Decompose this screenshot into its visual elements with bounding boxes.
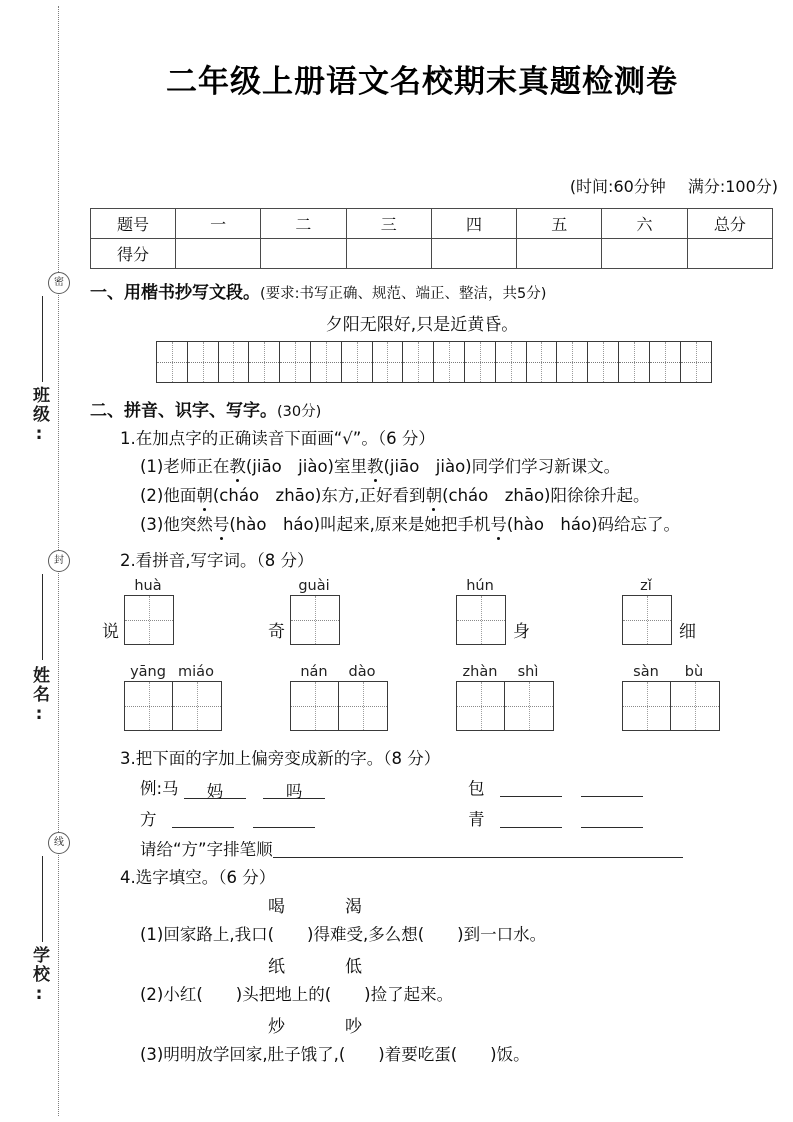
exam-total-score: 满分:100分) — [687, 177, 778, 196]
handwriting-cell[interactable] — [188, 342, 219, 382]
q4-item2-no: (2) — [140, 985, 164, 1004]
tianzi-cell[interactable] — [339, 682, 387, 730]
score-col-2: 二 — [261, 209, 346, 239]
tianzi-wrapper — [124, 681, 222, 731]
question-2-4-item-3 — [140, 1041, 530, 1065]
pinyin-write-item — [456, 578, 530, 645]
question-2-3-stroke-order — [140, 836, 683, 860]
word-prefix-char: 奇 — [268, 622, 285, 642]
pinyin-syllable: guài — [298, 578, 330, 594]
handwriting-cell[interactable] — [434, 342, 465, 382]
q4-item3-text: 明明放学回家,肚子饿了,( )着要吃蛋( )饭。 — [163, 1045, 530, 1064]
pinyin-write-item — [268, 578, 340, 645]
pinyin-write-item — [290, 664, 388, 731]
q4-item1-no: (1) — [140, 925, 164, 944]
pinyin-syllable: shì — [517, 664, 539, 680]
question-2-4-label: 4.选字填空。（6 分） — [120, 868, 276, 887]
q1-item2-no: (2) — [140, 486, 164, 505]
q3-char-bao: 包 — [468, 779, 485, 798]
question-2-1-item-3 — [140, 511, 680, 535]
field-class-label: 班级: — [29, 386, 49, 446]
score-value-2[interactable] — [261, 239, 346, 269]
field-name-label: 姓名: — [29, 666, 49, 726]
question-2-1-item-1 — [140, 453, 620, 477]
q1-item2-seg2: (cháo zhāo)东方,正好看到 — [212, 486, 426, 505]
q1-item3-seg2: (hào háo)叫起来,原来是她把手机 — [229, 515, 491, 534]
q4-choice-1a: 喝 — [268, 897, 285, 917]
tianzi-grid[interactable] — [456, 681, 554, 731]
section-1-heading — [90, 278, 546, 303]
q4-item2-text: 小红( )头把地上的( )捡了起来。 — [163, 985, 454, 1004]
pinyin-syllables — [622, 578, 672, 594]
q1-item3-seg1: 他突然 — [163, 515, 213, 534]
handwriting-cell[interactable] — [650, 342, 681, 382]
pinyin-syllable: bù — [684, 664, 704, 680]
q3-blank-bao-2[interactable] — [581, 779, 643, 797]
q1-item2-dotted1: 朝 — [196, 482, 213, 506]
handwriting-cell[interactable] — [219, 342, 250, 382]
score-col-5: 五 — [517, 209, 602, 239]
tianzi-grid[interactable] — [622, 681, 720, 731]
pinyin-write-item — [622, 664, 720, 731]
word-suffix-char: 细 — [679, 622, 696, 642]
pinyin-write-item — [124, 664, 222, 731]
score-col-total: 总分 — [687, 209, 772, 239]
score-table-header-row — [91, 209, 773, 239]
pinyin-syllables — [290, 578, 340, 594]
q3-example-answer-1: 妈 — [184, 778, 246, 799]
seal-mark-xian: 线 — [48, 832, 70, 854]
handwriting-cell[interactable] — [588, 342, 619, 382]
score-col-4: 四 — [431, 209, 516, 239]
handwriting-cell[interactable] — [557, 342, 588, 382]
tianzi-grid[interactable] — [456, 595, 506, 645]
handwriting-cell[interactable] — [342, 342, 373, 382]
score-value-4[interactable] — [431, 239, 516, 269]
tianzi-cell[interactable] — [173, 682, 221, 730]
question-2-3-label: 3.把下面的字加上偏旁变成新的字。（8 分） — [120, 749, 441, 768]
seal-rule-1 — [42, 296, 43, 382]
handwriting-cell[interactable] — [373, 342, 404, 382]
pinyin-syllables — [622, 664, 720, 680]
q4-choice-3a: 炒 — [268, 1017, 285, 1037]
pinyin-syllable: yāng — [130, 664, 166, 680]
handwriting-cell[interactable] — [465, 342, 496, 382]
tianzi-grid[interactable] — [124, 595, 174, 645]
tianzi-wrapper — [290, 681, 388, 731]
page-title: 二年级上册语文名校期末真题检测卷 — [166, 64, 678, 100]
score-col-6: 六 — [602, 209, 687, 239]
score-value-3[interactable] — [346, 239, 431, 269]
seal-rule-2 — [42, 574, 43, 660]
word-suffix-char: 身 — [513, 622, 530, 642]
handwriting-cell[interactable] — [403, 342, 434, 382]
exam-time: (时间:60分钟 — [569, 177, 666, 196]
q3-example-answer-2: 吗 — [263, 778, 325, 799]
handwriting-cell[interactable] — [311, 342, 342, 382]
section-1-requirement: (要求:书写正确、规范、端正、整洁，共5分) — [260, 286, 547, 302]
tianzi-cell[interactable] — [125, 682, 173, 730]
q3-char-qing: 青 — [468, 810, 485, 829]
handwriting-cell[interactable] — [681, 342, 712, 382]
section-2-title: 二、拼音、识字、写字。 — [90, 401, 277, 421]
score-table-value-row — [91, 239, 773, 269]
tianzi-grid[interactable] — [290, 595, 340, 645]
question-2-3-example — [140, 775, 325, 799]
score-table-row-label-2: 得分 — [91, 239, 176, 269]
score-col-1: 一 — [176, 209, 261, 239]
score-value-total[interactable] — [687, 239, 772, 269]
tianzi-cell[interactable] — [505, 682, 553, 730]
q4-choice-2a: 纸 — [268, 957, 285, 977]
question-2-4-item-1 — [140, 921, 546, 945]
seal-mark-mi: 密 — [48, 272, 70, 294]
tianzi-wrapper — [622, 595, 696, 645]
exam-meta — [570, 174, 778, 197]
pinyin-syllables — [124, 578, 174, 594]
tianzi-wrapper — [456, 595, 530, 645]
pinyin-write-item — [622, 578, 696, 645]
pinyin-syllables — [456, 664, 554, 680]
pinyin-write-item — [456, 664, 554, 731]
q3-blank-qing-1[interactable] — [500, 810, 562, 828]
exam-sheet — [72, 0, 793, 1122]
section-2-points: (30分) — [277, 404, 322, 420]
tianzi-grid[interactable] — [124, 681, 222, 731]
question-2-3-row-fang — [140, 806, 315, 830]
handwriting-cell[interactable] — [619, 342, 650, 382]
tianzi-cell[interactable] — [623, 596, 671, 644]
q4-choice-2b: 低 — [345, 957, 362, 977]
seal-margin — [0, 0, 72, 1122]
question-2-3-row-qing — [468, 806, 643, 830]
seal-rule-3 — [42, 856, 43, 942]
tianzi-cell[interactable] — [125, 596, 173, 644]
word-prefix-char: 说 — [102, 622, 119, 642]
score-value-1[interactable] — [176, 239, 261, 269]
q1-item3-dotted1: 号 — [213, 511, 230, 535]
q1-item1-no: (1) — [140, 457, 164, 476]
question-2-2-label: 2.看拼音,写字词。（8 分） — [120, 551, 314, 570]
q4-choice-1b: 渴 — [345, 897, 362, 917]
tianzi-cell[interactable] — [291, 596, 339, 644]
handwriting-cell[interactable] — [496, 342, 527, 382]
tianzi-cell[interactable] — [623, 682, 671, 730]
tianzi-cell[interactable] — [671, 682, 719, 730]
section-1-passage: 夕阳无限好,只是近黄昏。 — [325, 315, 519, 335]
pinyin-syllable: zǐ — [640, 578, 652, 594]
q1-item1-seg1: 老师正在 — [163, 457, 230, 476]
q1-item1-seg3: (jiāo jiào)同学们学习新课文。 — [383, 457, 621, 476]
tianzi-grid[interactable] — [622, 595, 672, 645]
q4-item1-text: 回家路上,我口( )得难受,多么想( )到一口水。 — [163, 925, 547, 944]
handwriting-cell[interactable] — [157, 342, 188, 382]
score-col-3: 三 — [346, 209, 431, 239]
section-1-title: 一、用楷书抄写文段。 — [90, 283, 260, 303]
pinyin-syllable: huà — [134, 578, 162, 594]
tianzi-grid[interactable] — [290, 681, 388, 731]
q1-item2-dotted2: 朝 — [426, 482, 443, 506]
tianzi-cell[interactable] — [457, 596, 505, 644]
score-table — [90, 208, 773, 269]
handwriting-cell[interactable] — [249, 342, 280, 382]
q3-char-fang: 方 — [140, 810, 157, 829]
q1-item3-dotted2: 号 — [490, 511, 507, 535]
q3-blank-qing-2[interactable] — [581, 810, 643, 828]
tianzi-wrapper — [622, 681, 720, 731]
pinyin-syllables — [124, 664, 222, 680]
q1-item1-seg2: (jiāo jiào)室里 — [245, 457, 367, 476]
tianzi-wrapper — [102, 595, 174, 645]
q1-item1-dotted1: 教 — [229, 453, 246, 477]
q4-choices-3 — [268, 1012, 362, 1037]
q4-choices-1 — [268, 892, 362, 917]
score-value-5[interactable] — [517, 239, 602, 269]
pinyin-syllables — [456, 578, 506, 594]
pinyin-syllable: sàn — [633, 664, 659, 680]
q3-stroke-blank[interactable] — [273, 840, 683, 858]
question-2-1-label: 1.在加点字的正确读音下面画“√”。（6 分） — [120, 429, 435, 448]
question-2-3-row-bao — [468, 775, 643, 799]
q3-blank-fang-2[interactable] — [253, 810, 315, 828]
q3-blank-bao-1[interactable] — [500, 779, 562, 797]
q1-item2-seg1: 他面 — [163, 486, 197, 505]
q1-item3-seg3: (hào háo)码给忘了。 — [506, 515, 681, 534]
q4-item3-no: (3) — [140, 1045, 164, 1064]
q3-example-prefix: 例:马 — [140, 779, 179, 798]
field-school-label: 学校: — [29, 946, 49, 1006]
handwriting-grid[interactable] — [156, 341, 712, 383]
q3-stroke-prompt: 请给“方”字排笔顺 — [140, 840, 273, 859]
section-2-heading — [90, 396, 321, 421]
pinyin-syllable: hún — [466, 578, 494, 594]
tianzi-wrapper — [268, 595, 340, 645]
seal-mark-feng: 封 — [48, 550, 70, 572]
tianzi-cell[interactable] — [291, 682, 339, 730]
q4-choice-3b: 吵 — [345, 1017, 362, 1037]
question-2-4-item-2 — [140, 981, 453, 1005]
score-table-row-label-1: 题号 — [91, 209, 176, 239]
q1-item2-seg3: (cháo zhāo)阳徐徐升起。 — [442, 486, 650, 505]
pinyin-syllable: nán — [300, 664, 328, 680]
pinyin-write-item — [102, 578, 174, 645]
q3-blank-fang-1[interactable] — [172, 810, 234, 828]
handwriting-cell[interactable] — [527, 342, 558, 382]
tianzi-wrapper — [456, 681, 554, 731]
handwriting-cell[interactable] — [280, 342, 311, 382]
tianzi-cell[interactable] — [457, 682, 505, 730]
pinyin-syllable: miáo — [178, 664, 214, 680]
pinyin-syllable: zhàn — [462, 664, 498, 680]
score-value-6[interactable] — [602, 239, 687, 269]
q4-choices-2 — [268, 952, 362, 977]
pinyin-syllable: dào — [348, 664, 376, 680]
pinyin-syllables — [290, 664, 388, 680]
q1-item3-no: (3) — [140, 515, 164, 534]
q1-item1-dotted2: 教 — [367, 453, 384, 477]
question-2-1-item-2 — [140, 482, 650, 506]
